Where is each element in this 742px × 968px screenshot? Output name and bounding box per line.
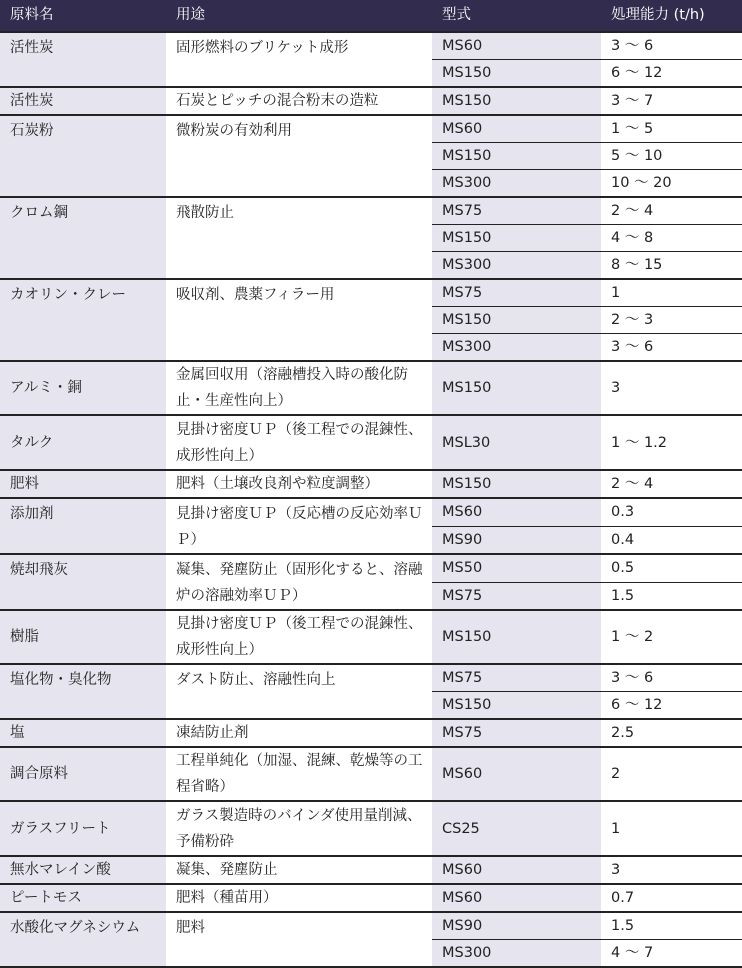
table-body <box>0 32 742 967</box>
material-name-cell: 水酸化マグネシウム <box>0 912 166 967</box>
table-row <box>0 87 742 115</box>
model-cell: MS60 <box>432 115 601 143</box>
model-cell: MS150 <box>432 60 601 88</box>
use-cell: 金属回収用（溶融槽投入時の酸化防止・生産性向上） <box>166 361 432 415</box>
model-cell: MS75 <box>432 279 601 307</box>
material-name-cell: 樹脂 <box>0 610 166 664</box>
material-name-cell: 塩 <box>0 719 166 747</box>
table-row <box>0 197 742 225</box>
capacity-cell: 3 〜 7 <box>601 87 742 115</box>
capacity-cell: 0.4 <box>601 526 742 554</box>
capacity-cell: 3 〜 6 <box>601 32 742 60</box>
model-cell: MS150 <box>432 692 601 720</box>
model-cell: MS60 <box>432 856 601 884</box>
use-cell: 固形燃料のブリケット成形 <box>166 32 432 87</box>
capacity-cell: 2 〜 4 <box>601 470 742 498</box>
use-cell: 凍結防止剤 <box>166 719 432 747</box>
model-cell: MS300 <box>432 334 601 362</box>
use-cell: 見掛け密度ＵＰ（後工程での混錬性、成形性向上） <box>166 610 432 664</box>
capacity-cell: 3 <box>601 361 742 415</box>
use-cell: 工程単純化（加湿、混練、乾燥等の工程省略） <box>166 747 432 801</box>
material-name-cell: 活性炭 <box>0 87 166 115</box>
use-cell: ガラス製造時のバインダ使用量削減、予備粉砕 <box>166 801 432 856</box>
model-cell: MS50 <box>432 554 601 582</box>
model-cell: MSL30 <box>432 415 601 470</box>
capacity-cell: 1 <box>601 801 742 856</box>
table-row <box>0 415 742 470</box>
model-cell: MS150 <box>432 610 601 664</box>
table-row <box>0 498 742 526</box>
model-cell: MS75 <box>432 719 601 747</box>
use-cell: 吸収剤、農薬フィラー用 <box>166 279 432 361</box>
capacity-cell: 5 〜 10 <box>601 143 742 170</box>
table-row <box>0 32 742 60</box>
model-cell: MS75 <box>432 582 601 610</box>
use-cell: 肥料（土壌改良剤や粒度調整） <box>166 470 432 498</box>
material-name-cell: タルク <box>0 415 166 470</box>
table-row <box>0 610 742 664</box>
table-row <box>0 279 742 307</box>
model-cell: MS150 <box>432 361 601 415</box>
model-cell: MS150 <box>432 225 601 252</box>
capacity-cell: 10 〜 20 <box>601 170 742 198</box>
table-row <box>0 361 742 415</box>
capacity-cell: 1 <box>601 279 742 307</box>
model-cell: MS300 <box>432 940 601 968</box>
model-cell: MS150 <box>432 307 601 334</box>
capacity-cell: 4 〜 8 <box>601 225 742 252</box>
model-cell: MS90 <box>432 526 601 554</box>
use-cell: 見掛け密度ＵＰ（反応槽の反応効率ＵＰ） <box>166 498 432 554</box>
material-name-cell: 石炭粉 <box>0 115 166 197</box>
material-name-cell: クロム鋼 <box>0 197 166 279</box>
table-row <box>0 664 742 692</box>
capacity-cell: 2.5 <box>601 719 742 747</box>
table-row <box>0 470 742 498</box>
capacity-cell: 3 <box>601 856 742 884</box>
use-cell: 微粉炭の有効利用 <box>166 115 432 197</box>
capacity-cell: 8 〜 15 <box>601 252 742 280</box>
model-cell: MS75 <box>432 197 601 225</box>
material-name-cell: ピートモス <box>0 884 166 912</box>
capacity-cell: 1.5 <box>601 912 742 940</box>
table-row <box>0 747 742 801</box>
material-name-cell: 活性炭 <box>0 32 166 87</box>
table-row <box>0 856 742 884</box>
capacity-cell: 4 〜 7 <box>601 940 742 968</box>
table-row <box>0 115 742 143</box>
capacity-cell: 6 〜 12 <box>601 692 742 720</box>
table-row <box>0 801 742 856</box>
use-cell: 石炭とピッチの混合粉末の造粒 <box>166 87 432 115</box>
material-name-cell: 塩化物・臭化物 <box>0 664 166 719</box>
model-cell: MS300 <box>432 170 601 198</box>
model-cell: MS300 <box>432 252 601 280</box>
model-cell: MS150 <box>432 87 601 115</box>
use-cell: 肥料 <box>166 912 432 967</box>
capacity-cell: 3 〜 6 <box>601 664 742 692</box>
capacity-cell: 2 〜 4 <box>601 197 742 225</box>
model-cell: MS60 <box>432 32 601 60</box>
table-row <box>0 554 742 582</box>
table-row <box>0 884 742 912</box>
header-row <box>0 0 742 32</box>
header-use: 用途 <box>166 0 432 32</box>
header-material-name: 原料名 <box>0 0 166 32</box>
table-row <box>0 719 742 747</box>
model-cell: MS75 <box>432 664 601 692</box>
material-name-cell: 添加剤 <box>0 498 166 554</box>
header-model: 型式 <box>432 0 601 32</box>
model-cell: MS90 <box>432 912 601 940</box>
model-cell: MS60 <box>432 884 601 912</box>
material-name-cell: ガラスフリート <box>0 801 166 856</box>
material-name-cell: 焼却飛灰 <box>0 554 166 610</box>
capacity-cell: 2 〜 3 <box>601 307 742 334</box>
capacity-cell: 0.3 <box>601 498 742 526</box>
model-cell: MS60 <box>432 498 601 526</box>
material-name-cell: 無水マレイン酸 <box>0 856 166 884</box>
use-cell: 飛散防止 <box>166 197 432 279</box>
model-cell: CS25 <box>432 801 601 856</box>
model-cell: MS60 <box>432 747 601 801</box>
material-name-cell: アルミ・銅 <box>0 361 166 415</box>
capacity-cell: 1 〜 5 <box>601 115 742 143</box>
model-cell: MS150 <box>432 470 601 498</box>
material-name-cell: 調合原料 <box>0 747 166 801</box>
table-row <box>0 912 742 940</box>
header-capacity: 処理能力 (t/h) <box>601 0 742 32</box>
use-cell: 凝集、発塵防止（固形化すると、溶融炉の溶融効率ＵＰ） <box>166 554 432 610</box>
capacity-cell: 6 〜 12 <box>601 60 742 88</box>
capacity-cell: 1.5 <box>601 582 742 610</box>
use-cell: 肥料（種苗用） <box>166 884 432 912</box>
capacity-cell: 0.5 <box>601 554 742 582</box>
capacity-cell: 3 〜 6 <box>601 334 742 362</box>
material-name-cell: カオリン・クレー <box>0 279 166 361</box>
use-cell: ダスト防止、溶融性向上 <box>166 664 432 719</box>
capacity-cell: 1 〜 1.2 <box>601 415 742 470</box>
capacity-cell: 2 <box>601 747 742 801</box>
use-cell: 見掛け密度ＵＰ（後工程での混錬性、成形性向上） <box>166 415 432 470</box>
capacity-cell: 1 〜 2 <box>601 610 742 664</box>
model-cell: MS150 <box>432 143 601 170</box>
use-cell: 凝集、発塵防止 <box>166 856 432 884</box>
material-name-cell: 肥料 <box>0 470 166 498</box>
capacity-cell: 0.7 <box>601 884 742 912</box>
